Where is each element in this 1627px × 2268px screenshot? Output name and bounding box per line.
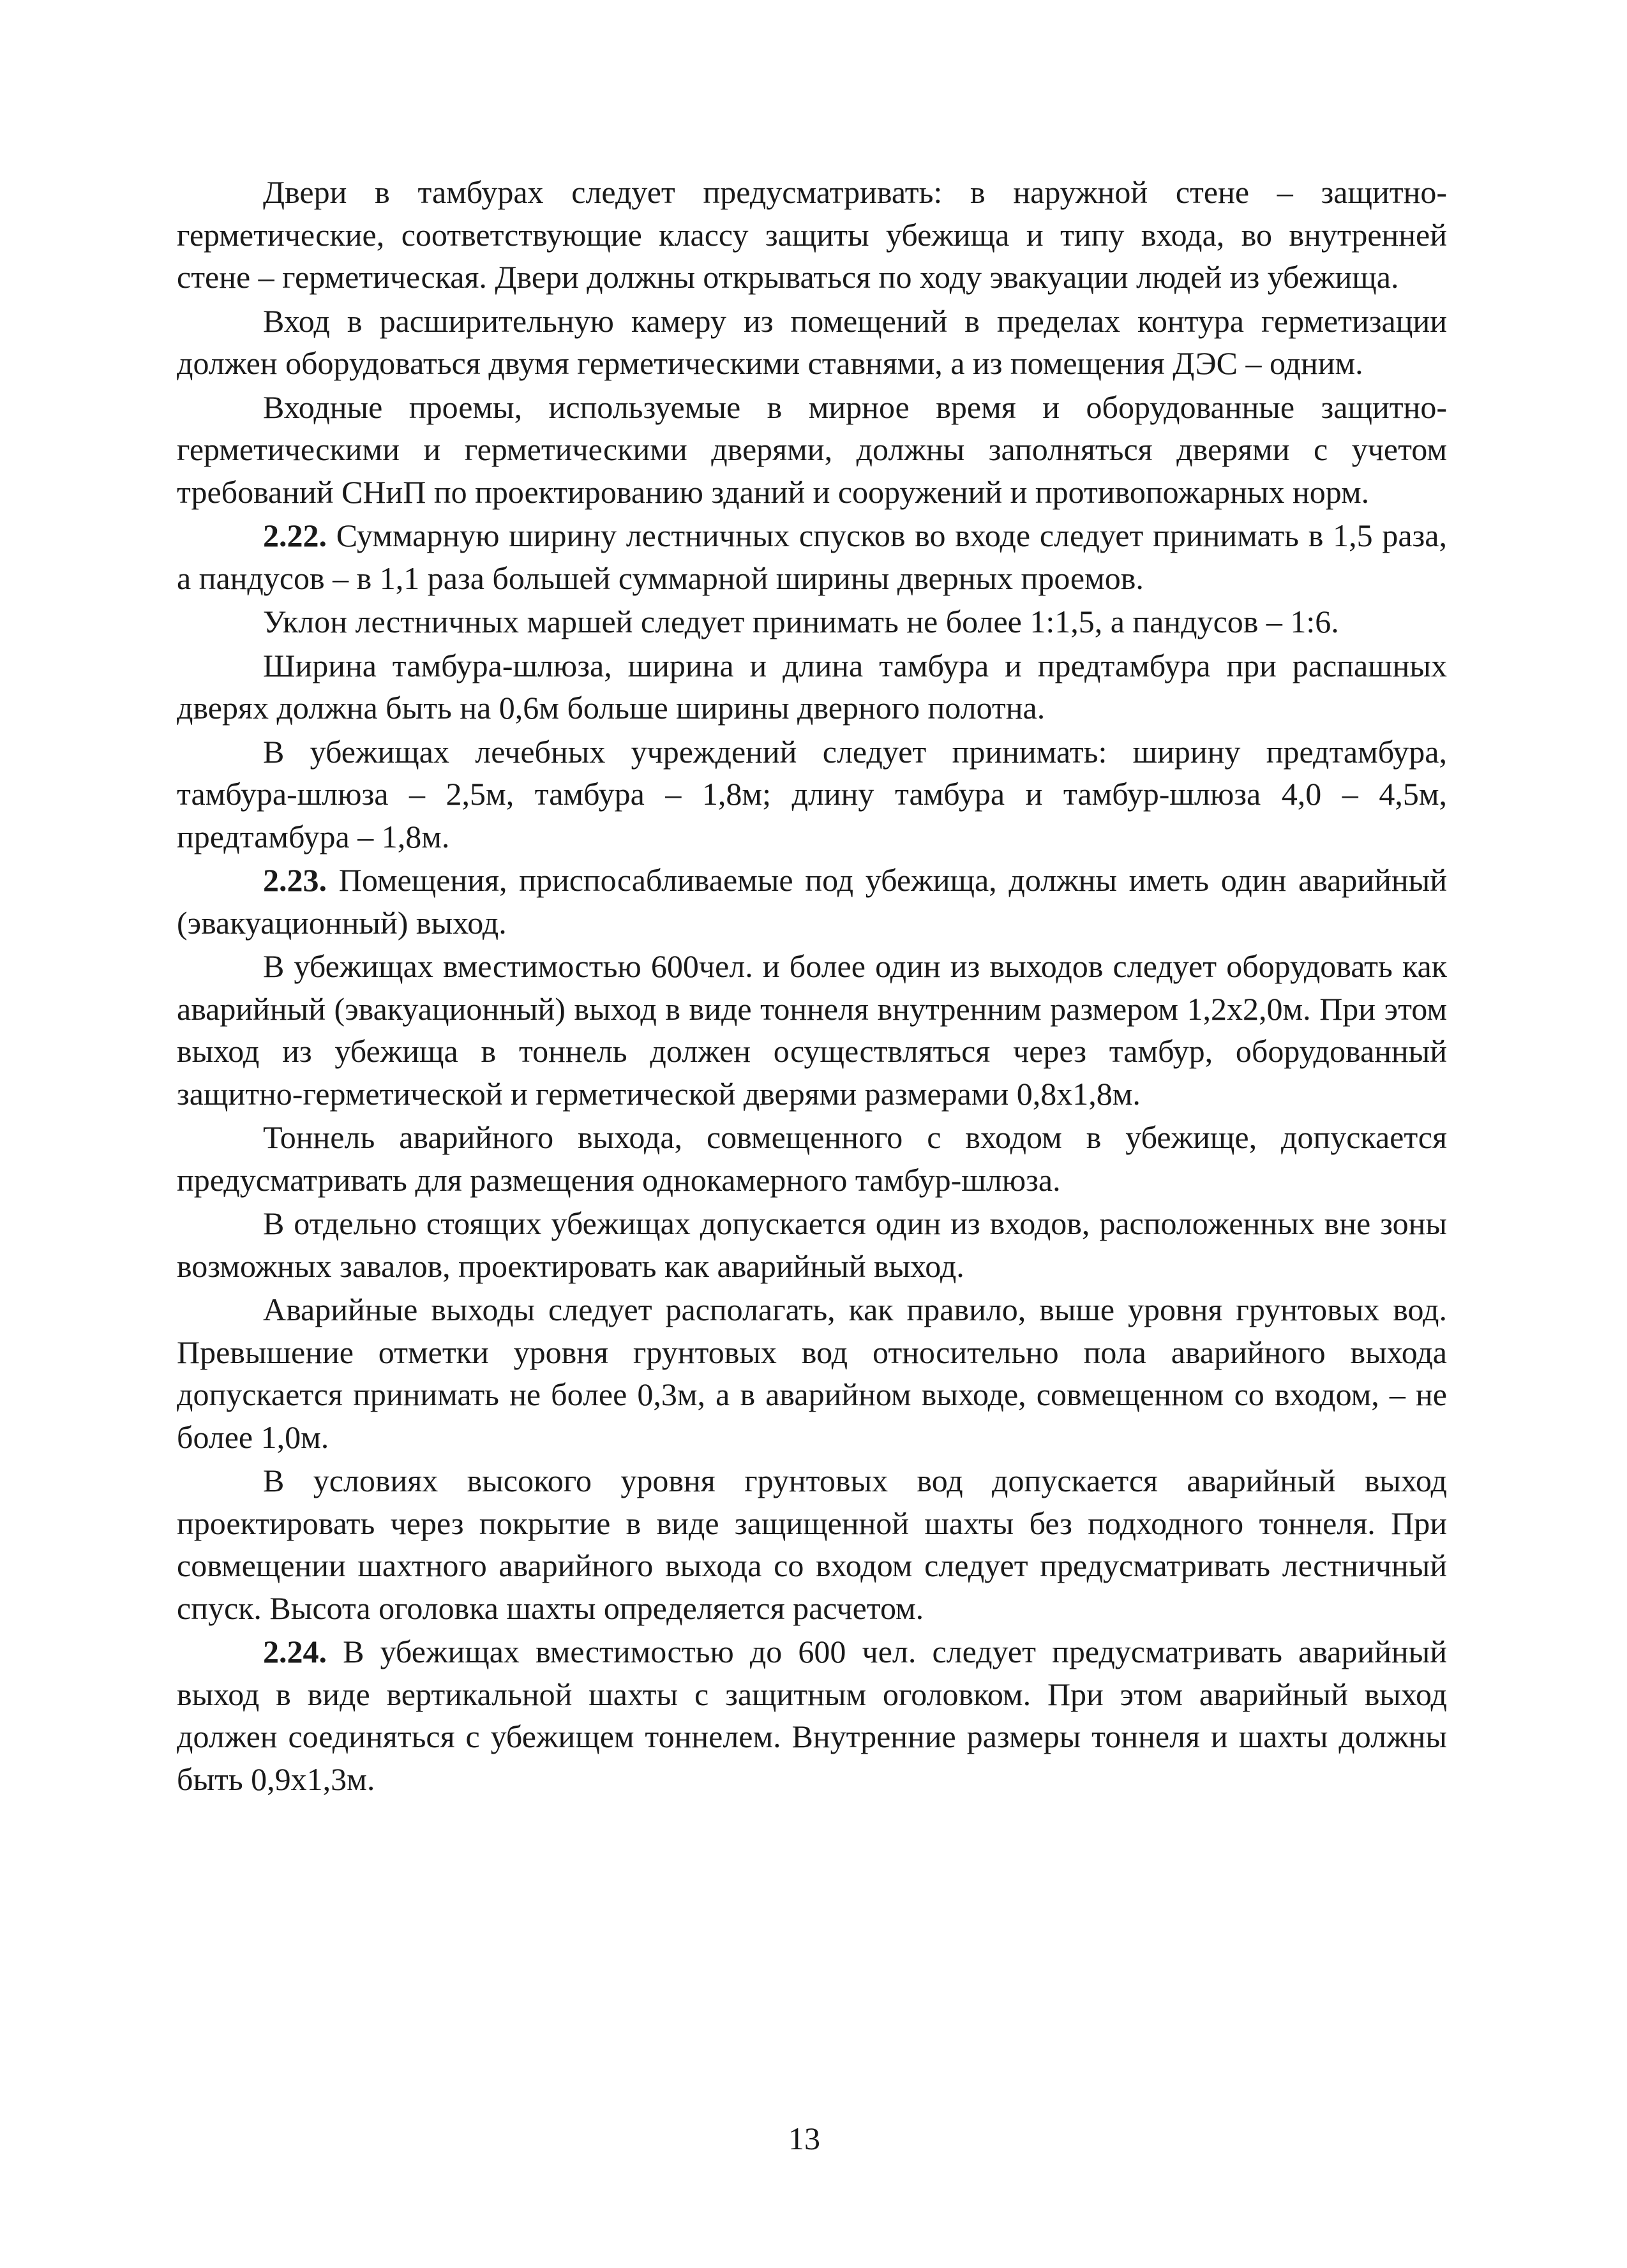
paragraph-expansion-chamber: Вход в расширительную камеру из помещений в пределах контура герметизации должен оборудоваться двумя герметическими ставнями, а из помещения ДЭС – одним. xyxy=(177,302,1447,381)
paragraph-2-24: 2.24. В убежищах вместимостью до 600 чел. следует предусматривать аварийный выход в виде вертикальной шахты с защитным оголовком. При этом аварийный выход должен соединяться с убежищем тоннелем. Внутренние размеры тоннеля и шахты должны быть 0,9х1,3м. xyxy=(177,1634,1447,1797)
paragraph-600-capacity: В убежищах вместимостью 600чел. и более один из выходов следует оборудовать как аварийный (эвакуационный) выход в виде тоннеля внутренним размером 1,2х2,0м. При этом выход из убежища в тоннель должен осуществляться через тамбур, оборудованный защитно-герметической и герметической дверями размерами 0,8х1,8м. xyxy=(177,948,1447,1112)
paragraph-2-23: 2.23. Помещения, приспосабливаемые под убежища, должны иметь один аварийный (эвакуационный) выход. xyxy=(177,862,1447,941)
page-number: 13 xyxy=(788,2121,820,2156)
paragraph-standalone-shelters: В отдельно стоящих убежищах допускается один из входов, расположенных вне зоны возможных завалов, проектировать как аварийный выход. xyxy=(177,1205,1447,1284)
paragraph-doors-in-vestibules: Двери в тамбурах следует предусматривать: в наружной стене – защитно-герметические, соответствующие классу защиты убежища и типу входа, во внутренней стене – герметическая. Двери должны открываться по ходу эвакуации людей из убежища. xyxy=(177,174,1447,295)
section-number: 2.24. xyxy=(263,1634,327,1669)
section-number: 2.22. xyxy=(263,518,327,553)
paragraph-entrance-openings: Входные проемы, используемые в мирное время и оборудованные защитно-герметическими и герметическими дверями, должны заполняться дверями с учетом требований СНиП по проектированию зданий и сооружений и противопожарных норм. xyxy=(177,389,1447,510)
paragraph-groundwater: Аварийные выходы следует располагать, как правило, выше уровня грунтовых вод. Превышение отметки уровня грунтовых вод относительно пола аварийного выхода допускается принимать не более 0,3м, а в аварийном выходе, совмещенном со входом, – не более 1,0м. xyxy=(177,1292,1447,1455)
paragraph-medical-shelters: В убежищах лечебных учреждений следует принимать: ширину предтамбура, тамбура-шлюза – 2,5м, тамбура – 1,8м; длину тамбура и тамбур-шлюза 4,0 – 4,5м, предтамбура – 1,8м. xyxy=(177,733,1447,854)
paragraph-emergency-tunnel: Тоннель аварийного выхода, совмещенного с входом в убежище, допускается предусматривать для размещения однокамерного тамбур-шлюза. xyxy=(177,1119,1447,1198)
paragraph-high-groundwater: В условиях высокого уровня грунтовых вод допускается аварийный выход проектировать через покрытие в виде защищенной шахты без подходного тоннеля. При совмещении шахтного аварийного выхода со входом следует предусматривать лестничный спуск. Высота оголовка шахты определяется расчетом. xyxy=(177,1463,1447,1626)
body-text xyxy=(177,171,1447,1802)
section-number: 2.23. xyxy=(263,862,327,898)
paragraph-2-22: 2.22. Суммарную ширину лестничных спусков во входе следует принимать в 1,5 раза, а пандусов – в 1,1 раза большей суммарной ширины дверных проемов. xyxy=(177,518,1447,596)
paragraph-stair-slope: Уклон лестничных маршей следует принимать не более 1:1,5, а пандусов – 1:6. xyxy=(263,604,1339,639)
paragraph-airlock-width: Ширина тамбура-шлюза, ширина и длина тамбура и предтамбура при распашных дверях должна быть на 0,6м больше ширины дверного полотна. xyxy=(177,647,1447,726)
